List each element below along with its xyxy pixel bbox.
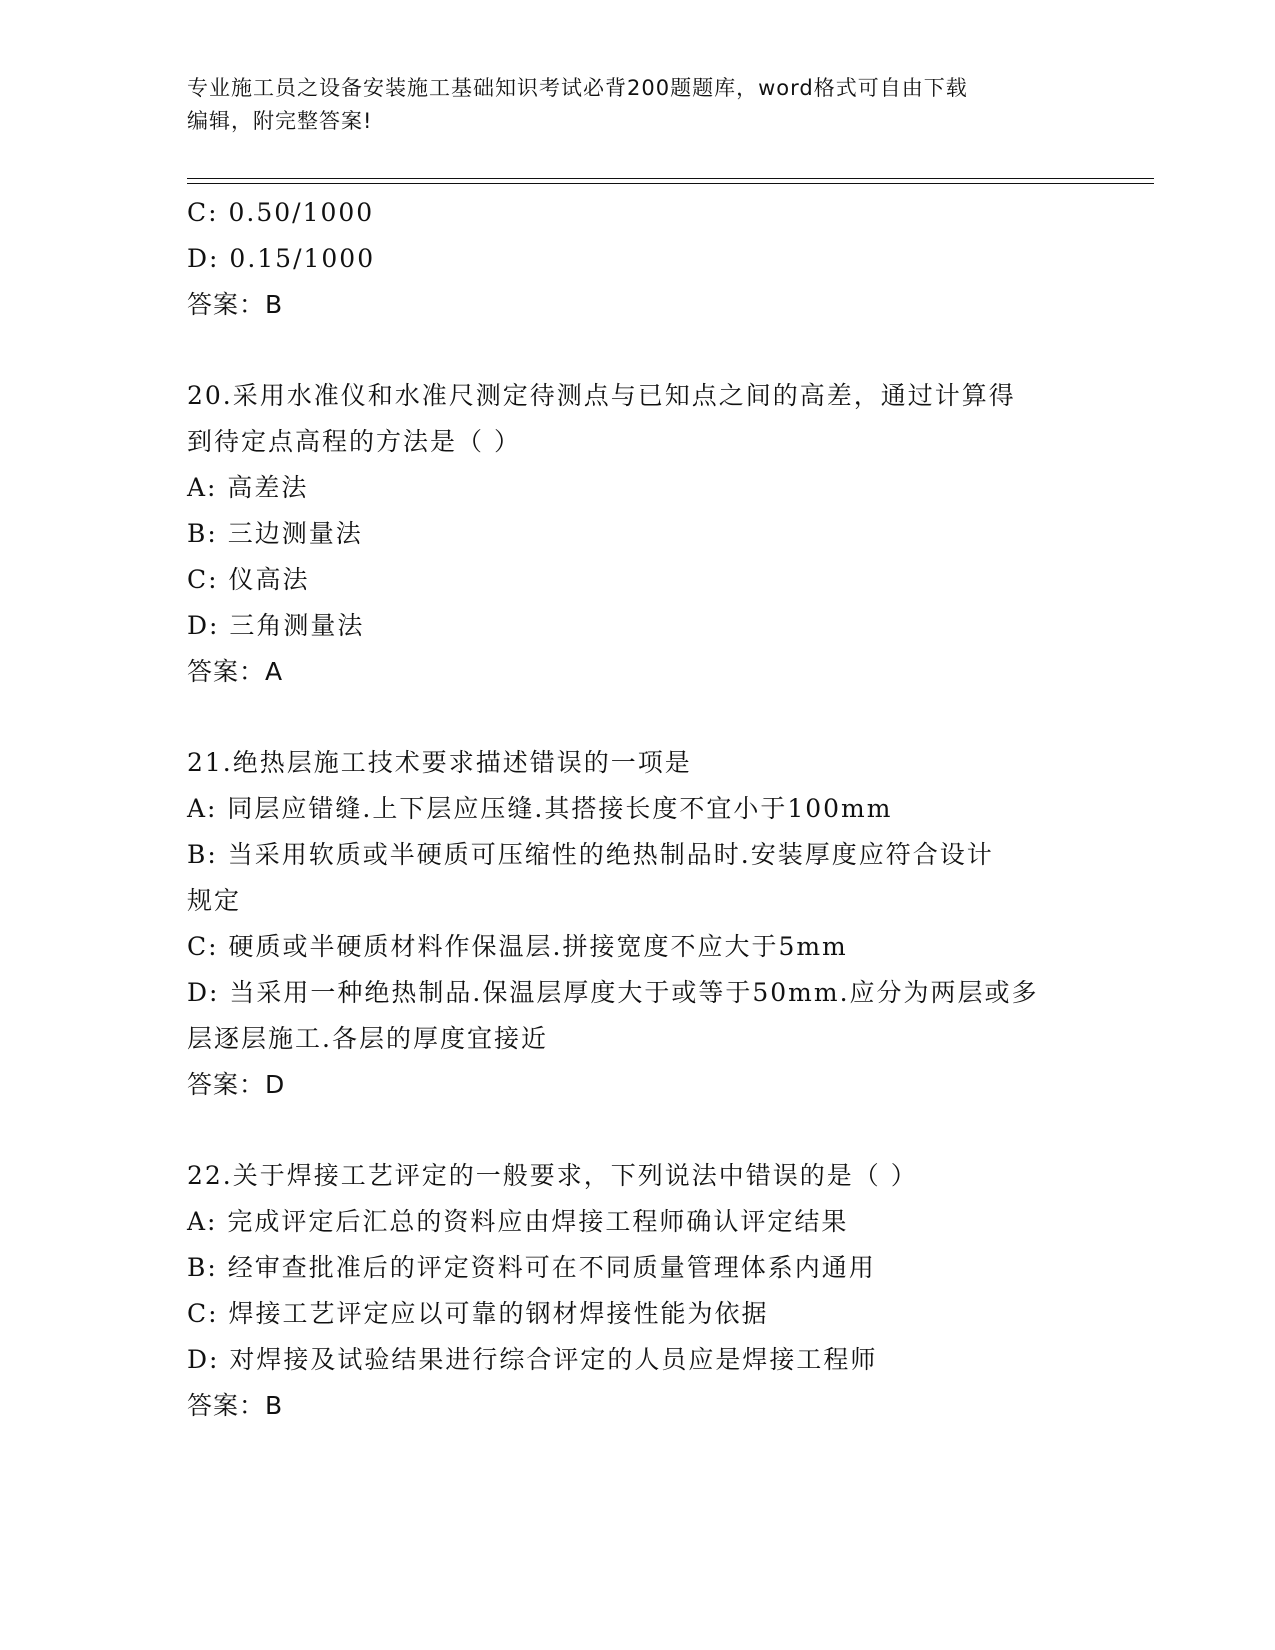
option-d: D: 对焊接及试验结果进行综合评定的人员应是焊接工程师 — [187, 1345, 878, 1374]
option-a: A: 高差法 — [187, 473, 309, 502]
question-19-continuation — [187, 190, 1087, 328]
question-22 — [187, 1153, 1087, 1429]
option-c: C: 焊接工艺评定应以可靠的钢材焊接性能为依据 — [187, 1299, 769, 1328]
question-stem: 21.绝热层施工技术要求描述错误的一项是 — [187, 748, 692, 777]
answer-line: 答案：B — [187, 290, 284, 319]
document-header — [187, 72, 1067, 138]
question-stem-continued: 到待定点高程的方法是（ ） — [187, 427, 521, 456]
header-title-line-1: 专业施工员之设备安装施工基础知识考试必背200题题库，word格式可自由下载 — [187, 76, 968, 100]
question-stem: 20.采用水准仪和水准尺测定待测点与已知点之间的高差，通过计算得 — [187, 381, 1016, 410]
option-c: C: 仪高法 — [187, 565, 310, 594]
option-c: C: 0.50/1000 — [187, 198, 375, 227]
answer-line: 答案：D — [187, 1070, 286, 1099]
header-divider-bottom — [187, 183, 1154, 184]
question-20 — [187, 373, 1087, 695]
option-a: A: 完成评定后汇总的资料应由焊接工程师确认评定结果 — [187, 1207, 849, 1236]
option-c: C: 硬质或半硬质材料作保温层.拼接宽度不应大于5mm — [187, 932, 848, 961]
option-b: B: 当采用软质或半硬质可压缩性的绝热制品时.安装厚度应符合设计 — [187, 840, 994, 869]
option-b: B: 经审查批准后的评定资料可在不同质量管理体系内通用 — [187, 1253, 876, 1282]
answer-line: 答案：B — [187, 1391, 284, 1420]
question-list — [187, 190, 1087, 1429]
option-d: D: 三角测量法 — [187, 611, 365, 640]
answer-line: 答案：A — [187, 657, 284, 686]
option-a: A: 同层应错缝.上下层应压缝.其搭接长度不宜小于100mm — [187, 794, 893, 823]
option-d: D: 当采用一种绝热制品.保温层厚度大于或等于50mm.应分为两层或多 — [187, 978, 1039, 1007]
option-d-continued: 层逐层施工.各层的厚度宜接近 — [187, 1024, 548, 1053]
option-d: D: 0.15/1000 — [187, 244, 376, 273]
option-b: B: 三边测量法 — [187, 519, 363, 548]
question-21 — [187, 740, 1087, 1108]
header-title-line-2: 编辑，附完整答案! — [187, 109, 373, 133]
header-divider-top — [187, 178, 1154, 179]
option-b-continued: 规定 — [187, 886, 242, 915]
question-stem: 22.关于焊接工艺评定的一般要求，下列说法中错误的是（ ） — [187, 1161, 918, 1190]
